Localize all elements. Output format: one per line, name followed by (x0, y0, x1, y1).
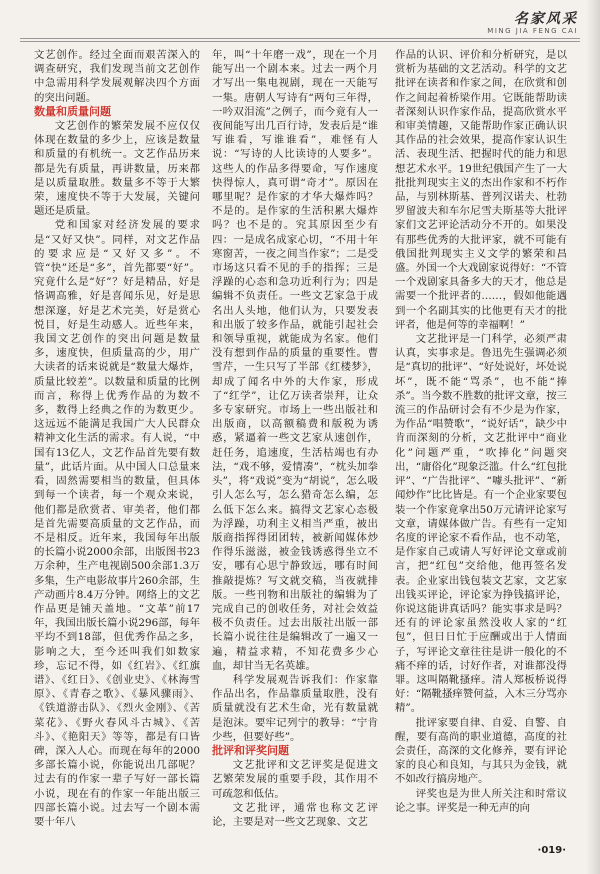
paragraph: 文艺批评，通常也称文艺评论，主要是对一些文艺现象、文艺 (212, 801, 378, 828)
page-edge-shadow (586, 0, 600, 874)
paragraph: 评奖也是为世人所关注和时常议论之事。评奖是一种无声的向 (395, 787, 567, 814)
section-heading-quantity-quality: 数量和质量问题 (34, 104, 111, 118)
page-number: ·019· (537, 845, 566, 856)
text-column-1 (34, 48, 200, 848)
text-column-3 (395, 48, 567, 848)
paragraph: 批评家要自律、自爱、自警、自醒，要有高尚的职业道德，高度的社会责任，高深的文化修养，要有评论家的良心和良知，与其只为金钱，就不如改行搞房地产。 (395, 716, 567, 786)
paragraph: 党和国家对经济发展的要求是“又好又快”。同样，对文艺作品的要求应是“又好又多”。不管“快”还是“多”，首先都要“好”。究竟什么是“好”？好是精品，好是恪调高雅，好是喜闻乐见，好是思想深邃，好是艺术完美，好是赏心悦目，好是生动感人。近些年来，我国文艺创作的突出问题是数量多，速度快，但质量高的少，用广大读者的话来说就是“数量大爆炸，质量比较差”。以数量和质量的比例而言，称得上优秀作品的为数不多，数得上经典之作的为数更少。这远远不能满足我国广大人民群众精神文化生活的需求。有人说，“中国有13亿人，文艺作品首先要有数量”，此话片面。从中国人口总量来看，固然需要相当的数量，但具体到每一个读者，每一个观众来说，他们都是欣赏者、审美者，他们都是首先需要高质量的文艺作品，而不是相反。近年来，我国每年出版的长篇小说2000余部，出版图书23万余种，生产电视剧500余部1.3万多集，生产电影故事片260余部，生产动画片8.4万分钟。网络上的文艺作品更是铺天盖地。“文革”前17年，我国出版长篇小说296部，每年平均不到18部，但优秀作品之多，影响之大，至今还叫我们如数家珍，忘记不得，如《红岩》、《红旗谱》、《红日》、《创业史》、《林海雪原》、《青春之歌》、《暴风骤雨》、《铁道游击队》、《烈火金刚》、《苦菜花》、《野火春风斗古城》、《苦斗》、《艳阳天》等等，都是有口皆碑，深入人心。而现在每年的2000多部长篇小说，你能说出几部呢？过去有的作家一辈子写好一部长篇小说，现在有的作家一年能出版三四部长篇小说。过去写一个剧本需要十年八 (34, 219, 200, 828)
header-rule-secondary (20, 41, 580, 42)
magazine-column-subtitle: MING JIA FENG CAI (487, 27, 578, 35)
paragraph: 科学发展观告诉我们：作家靠作品出名，作品靠质量取胜，没有质量就没有艺术生命，光有数量就是泡沫。要牢记列宁的教导：“宁肯少些，但要好些”。 (212, 673, 378, 743)
paragraph: 文艺创作的繁荣发展不应仅仅体现在数量的多少上，应该是数量和质量的有机统一。文艺作品历来都是先有质量，再讲数量，历来都是以质量取胜。数量多不等于大繁荣，速度快不等于大发展，关键问题还是质量。 (34, 120, 200, 218)
magazine-column-title: 名家风采 (514, 11, 578, 27)
section-heading-criticism-awards: 批评和评奖问题 (212, 743, 289, 757)
paragraph: 作品的认识、评价和分析研究，是以赏析为基础的文艺活动。科学的文艺批评在读者和作家之间，在欣赏和创作之间起着桥梁作用。它既能帮助读者深刻认识作家作品，提高欣赏水平和审美情趣，又能帮助作家正确认识其作品的社会效果，提高作家认识生活、表现生活、把握时代的能力和思想艺术水平。19世纪俄国产生了一大批批判现实主义的杰出作家和不朽作品，与别林斯基、普列汉诺夫、杜勃罗留波夫和车尔尼雪夫斯基等大批评家们文艺评论活动分不开的。如果没有那些优秀的大批评家，就不可能有俄国批判现实主义文学的繁荣和昌盛。外国一个大戏剧家说得好：“不管一个戏剧家具备多大的天才，他总是需要一个批评者的……，假如他能遇到一个名副其实的比他更有天才的批评者，他是何等的幸福啊！” (395, 49, 567, 331)
paragraph: 文艺批评是一门科学，必须严肃认真，实事求是。鲁迅先生强调必须是“真切的批评”、“好处说好，坏处说坏”，既不能“骂杀”，也不能“捧杀”。当今数不胜数的批评文章，按三流三的作品研讨会有不少是为作家，为作品“唱赞歌”，“说好话”，缺少中肯而深刻的分析，文艺批评中“商业化”问题严重，“吹捧化”问题突出，“庸俗化”现象泛滥。什么“红包批评”、“广告批评”、“噱头批评”、“新闻炒作”比比皆是。有一个企业家要包装一个作家竟拿出50万元请评论家写文章，请媒体做广告。有些有一定知名度的评论家不看作品，也不动笔，是作家自己或请人写好评论文章或前言，把“红包”交给他，他再签名发表。企业家出钱包装文艺家，文艺家出钱买评论，评论家为挣钱搞评论，你说这能讲真话吗？能实事求是吗？还有的评论家虽然没收人家的“红包”，但日日忙于应酬或出于人情面子，写评论文章往往是讲一般化的不痛不痒的话，讨好作者，对谁都没得罪。这叫隔靴搔痒。清人郑板桥说得好：“隔靴搔痒赞何益，入木三分骂亦精”。 (395, 333, 567, 715)
paragraph: 年，叫“十年磨一戏”，现在一个月能写出一个剧本来。过去一两个月才写出一集电视剧，现在一天能写一集。唐朝人写诗有“两句三年得，一吟双泪流”之例子，而今竟有人一夜间能写出几百行诗，发表后是“谁写谁看，写谁谁看”，难怪有人说：“写诗的人比读诗的人要多”。这些人的作品多得要命，写作速度快得惊人，真可谓“奇才”。原因在哪里呢？是作家的才华大爆炸吗？不是的。是作家的生活积累大爆炸吗？也不是的。究其原因至少有四：一是成名成家心切，“不用十年寒窗苦，一夜之间当作家”；二是受市场这只看不见的手的指挥；三是浮躁的心态和急功近利行为；四是编辑不负责任。一些文艺家急于成名出人头地，他们认为，只要发表和出版了较多作品，就能引起社会和领导重视，就能成为名家。他们没有想到作品的质量的重要性。曹雪芹，一生只写了半部《红楼梦》，却成了闻名中外的大作家，形成了“红学”，让亿万读者崇拜，让众多专家研究。市场上一些出版社和出版商，以高额稿费和版税为诱惑，紧逼着一些文艺家从速创作，赶任务，追速度，生活枯竭也有办法，“戏不够，爱情凑”，“枕头加拳头”，将“戏说”变为“胡说”，怎么吸引人怎么写，怎么猎奇怎么编，怎么低下怎么来。搞得文艺家心态极为浮躁，功利主义相当严重，被出版商指挥得团团转，被新闻媒体炒作得乐滋滋，被金钱诱惑得坐立不安，哪有心思宁静致远，哪有时间推敲提炼？写文就交稿，当夜就排版。一些刊物和出版社的编辑为了完成自己的创收任务，对社会效益极不负责任。过去出版社出版一部长篇小说往往是编辑改了一遍又一遍，精益求精，不知花费多少心血，却甘当无名英雄。 (212, 49, 378, 672)
paragraph: 文艺创作。经过全面而艰苦深入的调查研究，我们发现当前文艺创作中急需用科学发展观解决四个方面的突出问题。 (34, 49, 200, 104)
paragraph: 文艺批评和文艺评奖是促进文艺繁荣发展的重要手段，其作用不可疏忽和低估。 (212, 759, 378, 800)
text-column-2 (212, 48, 378, 848)
header-rule (20, 38, 580, 39)
